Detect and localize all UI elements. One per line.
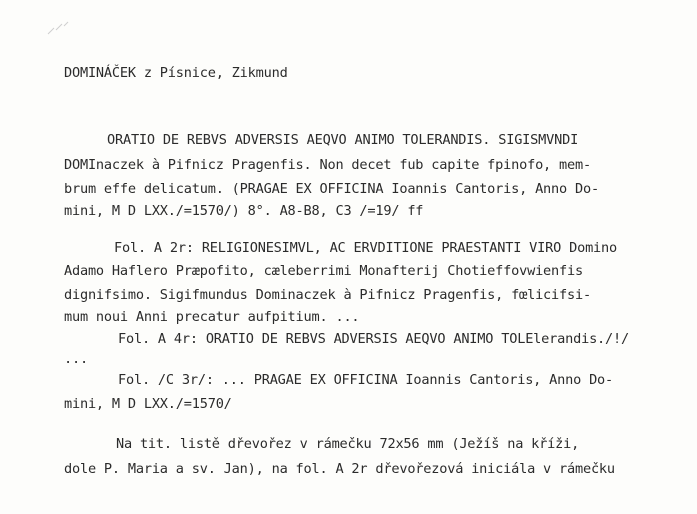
title-line-3: brum effe delicatum. (PRAGAE EX OFFICINA Ioannis Cantoris, Anno Do- [64, 181, 599, 197]
title-line-4: mini, M D LXX./=1570/) 8°. A8-B8, C3 /=19/ ff [64, 203, 424, 219]
pencil-mark [46, 18, 76, 38]
fol-c3-line-1: Fol. /C 3r/: ... PRAGAE EX OFFICINA Ioannis Cantoris, Anno Do- [118, 372, 614, 388]
title-line-2: DOMInaczek à Pifnicz Pragenfis. Non decet fub capite fpinofo, mem- [64, 157, 591, 173]
fol-c3-line-2: mini, M D LXX./=1570/ [64, 396, 232, 412]
card-heading: DOMINÁČEK z Písnice, Zikmund [64, 65, 288, 81]
fol-a2-line-4: mum noui Anni precatur aufpitium. ... [64, 309, 360, 325]
fol-a4-line-2: ... [64, 351, 88, 367]
fol-a2-line-3: dignifsimo. Sigifmundus Dominaczek à Pifnicz Pragenfis, fœlicifsi- [64, 287, 591, 303]
fol-a4-line-1: Fol. A 4r: ORATIO DE REBVS ADVERSIS AEQVO ANIMO TOLElerandis./!/ [118, 331, 629, 347]
fol-a2-line-1: Fol. A 2r: RELIGIONESIMVL, AC ERVDITIONE PRAESTANTI VIRO Domino [114, 240, 618, 256]
fol-a2-line-2: Adamo Haflero Præpofito, cæleberrimi Monafterij Chotieffovwienfis [64, 263, 583, 279]
note-line-2: dole P. Maria a sv. Jan), na fol. A 2r dřevořezová iniciála v rámečku [64, 461, 615, 477]
title-line-1: ORATIO DE REBVS ADVERSIS AEQVO ANIMO TOLERANDIS. SIGISMVNDI [107, 132, 579, 148]
note-line-1: Na tit. listě dřevořez v rámečku 72x56 mm (Ježíš na kříži, [116, 436, 580, 452]
